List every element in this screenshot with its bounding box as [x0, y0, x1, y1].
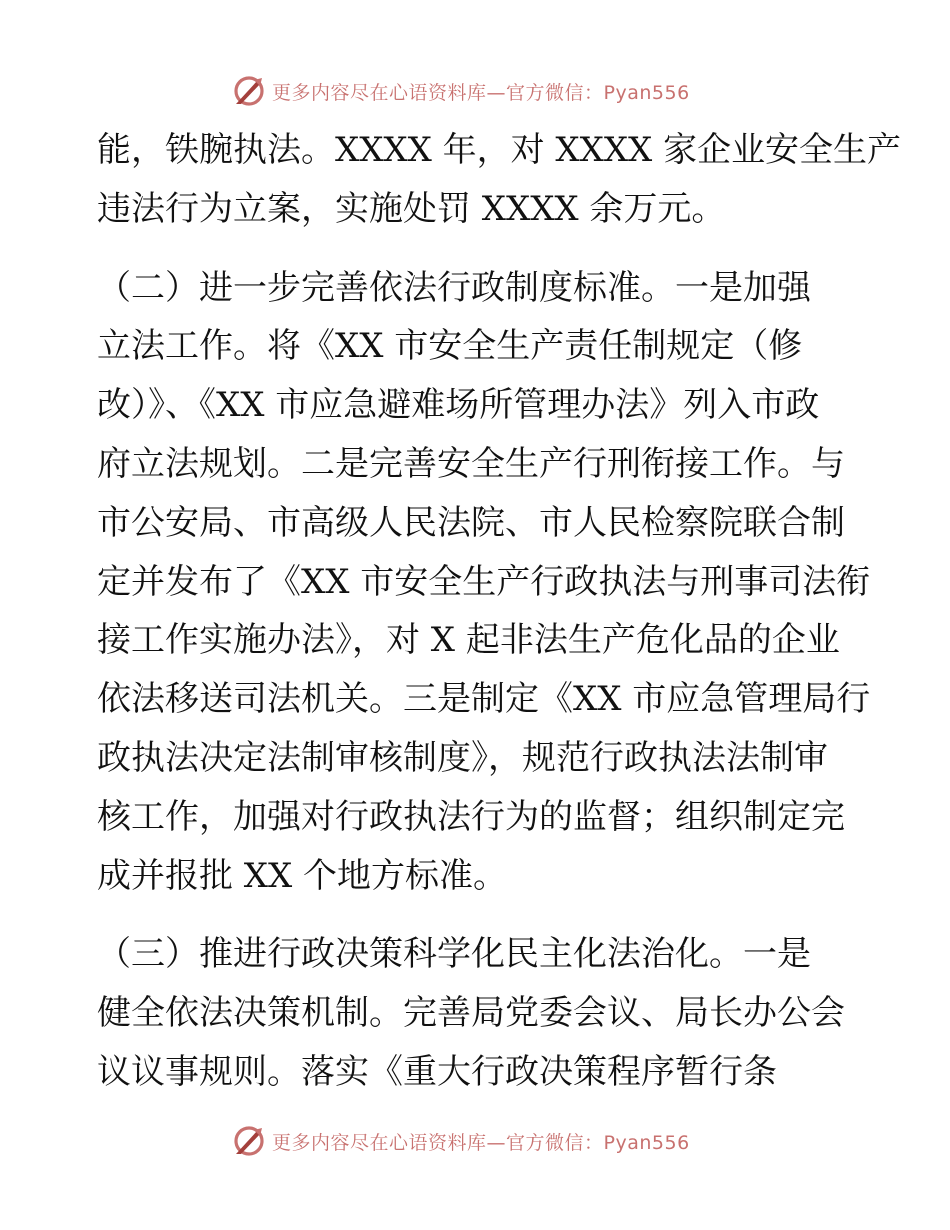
text-line: 议议事规则。落实《重大行政决策程序暂行条 — [97, 1051, 777, 1092]
text-line: （二）进一步完善依法行政制度标准。一是加强 — [97, 267, 811, 308]
text-line: 改）》、《XX 市应急避难场所管理办法》列入市政 — [97, 385, 820, 426]
watermark-text: 更多内容尽在心语资料库—官方微信：Pyan556 — [272, 1131, 690, 1154]
paragraph-3 — [97, 925, 857, 1101]
watermark-text: 更多内容尽在心语资料库—官方微信：Pyan556 — [272, 81, 690, 104]
document-body — [97, 121, 902, 1102]
paragraph-2 — [97, 259, 871, 906]
text-line: 立法工作。将《XX 市安全生产责任制规定（修 — [97, 326, 803, 367]
text-line: 市公安局、市高级人民法院、市人民检察院联合制 — [97, 502, 845, 543]
text-line: 成并报批 XX 个地方标准。 — [97, 855, 508, 896]
text-line: （三）推进行政决策科学化民主化法治化。一是 — [97, 934, 811, 975]
text-line: 府立法规划。二是完善安全生产行刑衔接工作。与 — [97, 443, 845, 484]
text-line: 核工作，加强对行政执法行为的监督；组织制定完 — [97, 796, 845, 837]
text-line: 定并发布了《XX 市安全生产行政执法与刑事司法衔 — [97, 561, 871, 602]
text-line: 能，铁腕执法。XXXX 年，对 XXXX 家企业安全生产 — [97, 130, 902, 170]
quill-pen-seal-icon — [232, 1124, 266, 1158]
text-line: 接工作实施办法》，对 X 起非法生产危化品的企业 — [97, 620, 840, 661]
text-line: 违法行为立案，实施处罚 XXXX 余万元。 — [97, 188, 726, 229]
text-line: 依法移送司法机关。三是制定《XX 市应急管理局行 — [97, 679, 871, 720]
header-watermark — [232, 71, 690, 111]
text-line: 政执法决定法制审核制度》，规范行政执法法制审 — [97, 737, 828, 778]
paragraph-1 — [97, 121, 902, 239]
quill-pen-seal-icon — [232, 74, 266, 108]
footer-watermark — [232, 1121, 690, 1161]
text-line: 健全依法决策机制。完善局党委会议、局长办公会 — [97, 993, 845, 1034]
